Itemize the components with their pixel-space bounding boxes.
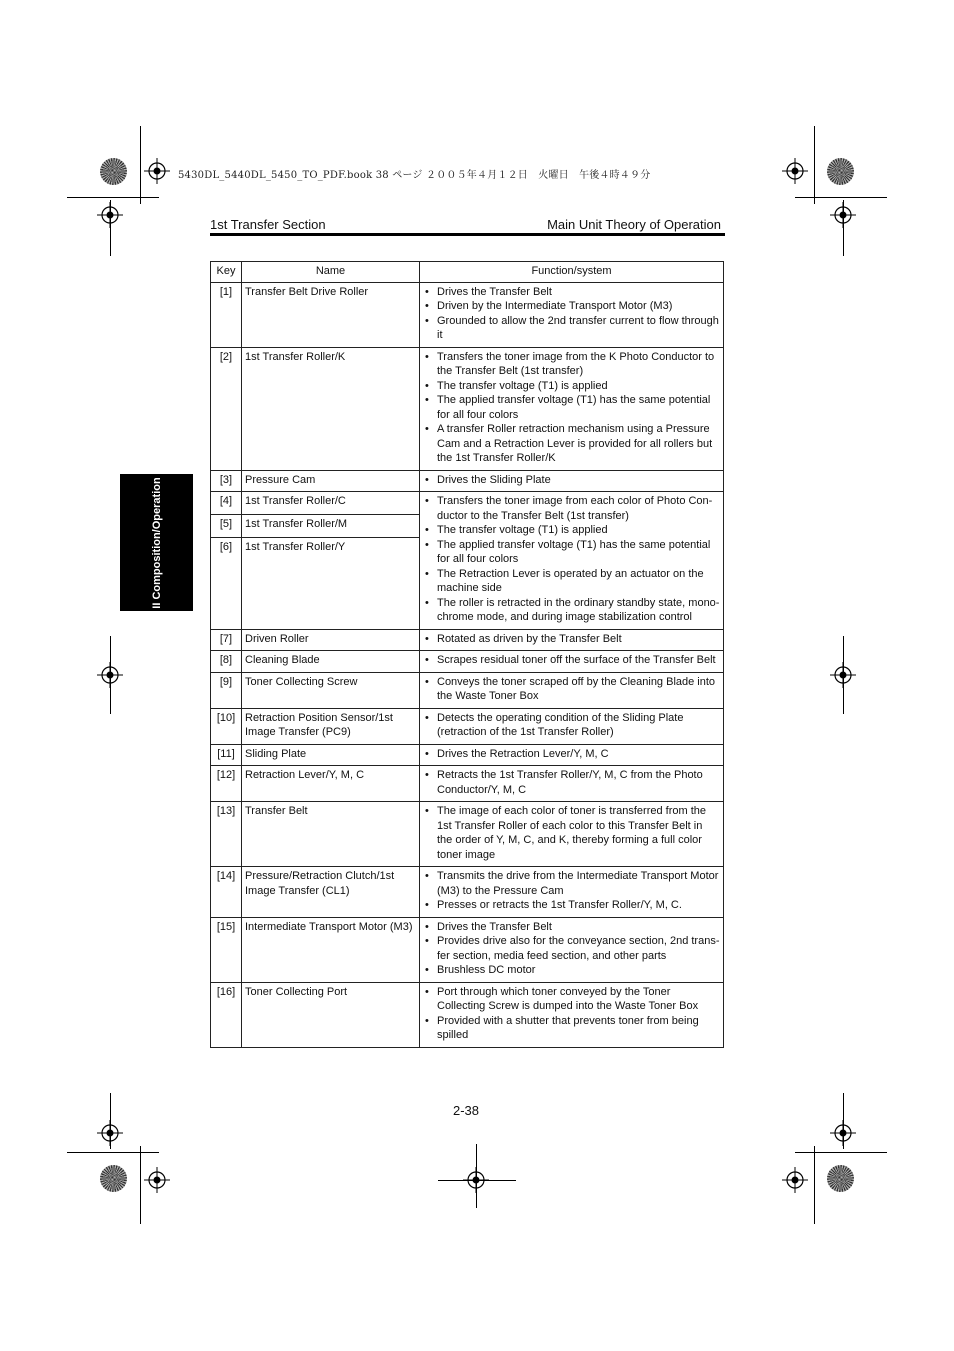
row-key: [12] — [211, 766, 242, 802]
row-key: [2] — [211, 347, 242, 470]
function-item: • Drives the Transfer Belt — [437, 285, 720, 300]
function-item: • Transfers the toner image from each color of Photo Con-ductor to the Transfer Belt (1st transfer) — [437, 494, 720, 523]
row-key: [7] — [211, 629, 242, 651]
row-function — [420, 766, 724, 802]
function-item: • Drives the Retraction Lever/Y, M, C — [437, 747, 720, 762]
row-key: [4] — [211, 492, 242, 515]
row-key: [1] — [211, 282, 242, 347]
header-key: Key — [211, 262, 242, 283]
table-row — [211, 982, 724, 1047]
function-item: • Transfers the toner image from the K Photo Conductor to the Transfer Belt (1st transfer) — [437, 350, 720, 379]
row-function — [420, 867, 724, 918]
function-item: • Detects the operating condition of the Sliding Plate (retraction of the 1st Transfer Roller) — [437, 711, 720, 740]
function-item: • Provided with a shutter that prevents toner from being spilled — [437, 1014, 720, 1043]
row-key: [6] — [211, 537, 242, 629]
row-name: Transfer Belt Drive Roller — [242, 282, 420, 347]
row-name: 1st Transfer Roller/K — [242, 347, 420, 470]
table-row — [211, 917, 724, 982]
row-name: 1st Transfer Roller/C — [242, 492, 420, 515]
row-key: [10] — [211, 708, 242, 744]
row-key: [15] — [211, 917, 242, 982]
table-row — [211, 347, 724, 470]
table-row — [211, 651, 724, 673]
table-row — [211, 867, 724, 918]
row-name: Toner Collecting Port — [242, 982, 420, 1047]
row-name: Toner Collecting Screw — [242, 672, 420, 708]
function-item: • Port through which toner conveyed by the Toner Collecting Screw is dumped into the Waste Toner Box — [437, 985, 720, 1014]
row-name: Cleaning Blade — [242, 651, 420, 673]
row-name: Retraction Position Sensor/1st Image Transfer (PC9) — [242, 708, 420, 744]
row-key: [13] — [211, 802, 242, 867]
table-row — [211, 492, 724, 515]
function-item: • Conveys the toner scraped off by the Cleaning Blade into the Waste Toner Box — [437, 675, 720, 704]
function-item: • The roller is retracted in the ordinary standby state, mono-chrome mode, and during image stabilization control — [437, 596, 720, 625]
row-function — [420, 917, 724, 982]
row-function — [420, 651, 724, 673]
function-item: • The image of each color of toner is transferred from the 1st Transfer Roller of each color to this Transfer Belt in the order of Y, M, C, and K, thereby forming a full color toner image — [437, 804, 720, 862]
row-name: Retraction Lever/Y, M, C — [242, 766, 420, 802]
page-number: 2-38 — [453, 1103, 480, 1118]
row-key: [3] — [211, 470, 242, 492]
function-item: • Retracts the 1st Transfer Roller/Y, M, C from the Photo Conductor/Y, M, C — [437, 768, 720, 797]
row-name: Driven Roller — [242, 629, 420, 651]
table-row — [211, 282, 724, 347]
function-item: • The applied transfer voltage (T1) has the same potential for all four colors — [437, 393, 720, 422]
table-row — [211, 802, 724, 867]
row-name: Transfer Belt — [242, 802, 420, 867]
function-item: • Driven by the Intermediate Transport Motor (M3) — [437, 299, 720, 314]
function-item: • Drives the Sliding Plate — [437, 473, 720, 488]
function-item: • Scrapes residual toner off the surface of the Transfer Belt — [437, 653, 720, 668]
function-item: • Drives the Transfer Belt — [437, 920, 720, 935]
function-item: • The transfer voltage (T1) is applied — [437, 379, 720, 394]
table-row — [211, 744, 724, 766]
row-name: Pressure Cam — [242, 470, 420, 492]
row-key: [14] — [211, 867, 242, 918]
function-item: • The transfer voltage (T1) is applied — [437, 523, 720, 538]
row-function — [420, 470, 724, 492]
header-function: Function/system — [420, 262, 724, 283]
table-row — [211, 766, 724, 802]
table-header-row — [211, 262, 724, 283]
row-function — [420, 744, 724, 766]
row-name: Pressure/Retraction Clutch/1st Image Transfer (CL1) — [242, 867, 420, 918]
row-key: [8] — [211, 651, 242, 673]
function-item: • Provides drive also for the conveyance section, 2nd trans-fer section, media feed section, and other parts — [437, 934, 720, 963]
row-function — [420, 672, 724, 708]
side-chapter-tab — [120, 474, 193, 611]
section-title: 1st Transfer Section — [210, 217, 326, 232]
row-function — [420, 282, 724, 347]
row-function — [420, 708, 724, 744]
row-name: 1st Transfer Roller/M — [242, 514, 420, 537]
component-table — [210, 261, 724, 1048]
function-item: • A transfer Roller retraction mechanism using a Pressure Cam and a Retraction Lever is provided for all rollers but the 1st Transfer Roller/K — [437, 422, 720, 466]
function-item: • Brushless DC motor — [437, 963, 720, 978]
function-item: • Grounded to allow the 2nd transfer current to flow through it — [437, 314, 720, 343]
table-row — [211, 672, 724, 708]
function-item: • The Retraction Lever is operated by an actuator on the machine side — [437, 567, 720, 596]
table-row — [211, 629, 724, 651]
function-item: • Rotated as driven by the Transfer Belt — [437, 632, 720, 647]
row-function — [420, 982, 724, 1047]
chapter-title: Main Unit Theory of Operation — [547, 217, 721, 232]
row-name: 1st Transfer Roller/Y — [242, 537, 420, 629]
row-function — [420, 629, 724, 651]
row-name: Intermediate Transport Motor (M3) — [242, 917, 420, 982]
table-row — [211, 470, 724, 492]
row-key: [9] — [211, 672, 242, 708]
row-key: [11] — [211, 744, 242, 766]
row-function — [420, 802, 724, 867]
row-name: Sliding Plate — [242, 744, 420, 766]
header-rule — [210, 233, 725, 236]
header-name: Name — [242, 262, 420, 283]
row-function — [420, 492, 724, 630]
function-item: • Transmits the drive from the Intermediate Transport Motor (M3) to the Pressure Cam — [437, 869, 720, 898]
function-item: • Presses or retracts the 1st Transfer Roller/Y, M, C. — [437, 898, 720, 913]
function-item: • The applied transfer voltage (T1) has the same potential for all four colors — [437, 538, 720, 567]
row-key: [16] — [211, 982, 242, 1047]
row-function — [420, 347, 724, 470]
side-tab-label: II Composition/Operation — [150, 476, 163, 609]
print-slug: 5430DL_5440DL_5450_TO_PDF.book 38 ページ ２００５年４月１２日 火曜日 午後４時４９分 — [178, 170, 651, 181]
table-row — [211, 708, 724, 744]
row-key: [5] — [211, 514, 242, 537]
